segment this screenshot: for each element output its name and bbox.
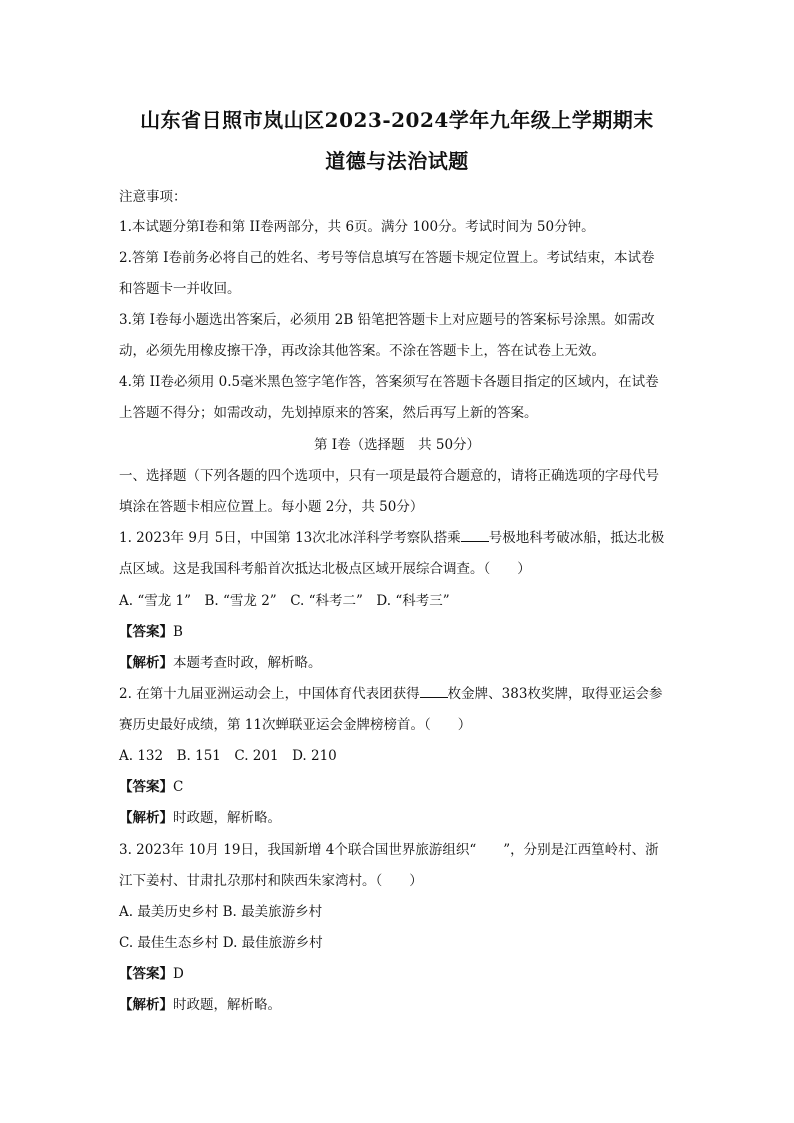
question-2-stem-line-1 — [119, 685, 679, 703]
question-3-analysis — [119, 996, 679, 1014]
question-2-analysis — [119, 809, 679, 827]
notes-heading: 注意事项： — [119, 189, 187, 205]
question-3-answer — [119, 965, 679, 983]
note-2-line-2: 和答题卡一并收回。 — [119, 281, 241, 297]
answer-label: 【答案】 — [119, 624, 173, 640]
question-1-stem-pre: 1. 2023年 9月 5日，中国第 13次北冰洋科学考察队搭乘 — [119, 530, 461, 546]
answer-value: D — [173, 966, 184, 982]
answer-blank — [461, 529, 489, 542]
note-3-line-2: 动，必须先用橡皮擦干净，再改涂其他答案。不涂在答题卡上，答在试卷上无效。 — [119, 343, 605, 359]
question-2-answer — [119, 778, 679, 796]
question-3-options-line-1: A. 最美历史乡村 B. 最美旅游乡村 — [119, 904, 323, 920]
section-instruction-line-1: 一、选择题（下列各题的四个选项中，只有一项是最符合题意的，请将正确选项的字母代号 — [119, 468, 659, 484]
analysis-label: 【解析】 — [119, 810, 173, 826]
question-1-options: A. “雪龙 1” B. “雪龙 2” C. “科考二” D. “科考三” — [119, 593, 450, 609]
analysis-label: 【解析】 — [119, 997, 173, 1013]
question-1-stem-post: 号极地科考破冰船，抵达北极 — [488, 530, 665, 546]
analysis-text: 本题考查时政，解析略。 — [173, 655, 322, 671]
analysis-text: 时政题，解析略。 — [173, 997, 281, 1013]
answer-value: B — [173, 624, 183, 640]
question-2-stem-line-2: 赛历史最好成绩，第 11次蝉联亚运会金牌榜榜首。（ ） — [119, 717, 472, 733]
analysis-label: 【解析】 — [119, 655, 173, 671]
question-2-options: A. 132 B. 151 C. 201 D. 210 — [119, 748, 337, 764]
question-1-stem-line-2: 点区域。这是我国科考船首次抵达北极点区域开展综合调查。（ ） — [119, 561, 531, 577]
document-subtitle: 道德与法治试题 — [325, 149, 469, 173]
section-heading: 第 I卷（选择题 共 50分） — [313, 437, 481, 453]
question-3-stem-line-2: 江下姜村、甘肃扎尕那村和陕西朱家湾村。（ ） — [119, 873, 423, 889]
note-4-line-1: 4.第 II卷必须用 0.5毫米黑色签字笔作答，答案须写在答题卡各题目指定的区域内，在试卷 — [119, 374, 659, 390]
section-instruction-line-2: 填涂在答题卡相应位置上。每小题 2分，共 50分） — [119, 499, 424, 515]
analysis-text: 时政题，解析略。 — [173, 810, 281, 826]
question-3-stem-line-1: 3. 2023年 10月 19日，我国新增 4个联合国世界旅游组织“ ”，分别是江西篁岭村、浙 — [119, 842, 659, 858]
note-4-line-2: 上答题不得分；如需改动，先划掉原来的答案，然后再写上新的答案。 — [119, 405, 538, 421]
note-2-line-1: 2.答第 I卷前务必将自己的姓名、考号等信息填写在答题卡规定位置上。考试结束，本试卷 — [119, 250, 655, 266]
question-1-stem-line-1 — [119, 529, 679, 547]
answer-label: 【答案】 — [119, 779, 173, 795]
question-2-stem-post: 枚金牌、383枚奖牌，取得亚运会参 — [447, 686, 663, 702]
question-3-options-line-2: C. 最佳生态乡村 D. 最佳旅游乡村 — [119, 935, 323, 951]
question-2-stem-pre: 2. 在第十九届亚洲运动会上，中国体育代表团获得 — [119, 686, 420, 702]
note-3-line-1: 3.第 I卷每小题选出答案后，必须用 2B 铅笔把答题卡上对应题号的答案标号涂黑。如需改 — [119, 312, 655, 328]
note-1: 1.本试题分第I卷和第 II卷两部分，共 6页。满分 100分。考试时间为 50分钟。 — [119, 219, 595, 235]
answer-value: C — [173, 779, 184, 795]
question-1-answer — [119, 623, 679, 641]
answer-label: 【答案】 — [119, 966, 173, 982]
question-1-analysis — [119, 654, 679, 672]
answer-blank — [420, 685, 448, 698]
document-title: 山东省日照市岚山区2023-2024学年九年级上学期期末 — [140, 108, 654, 132]
